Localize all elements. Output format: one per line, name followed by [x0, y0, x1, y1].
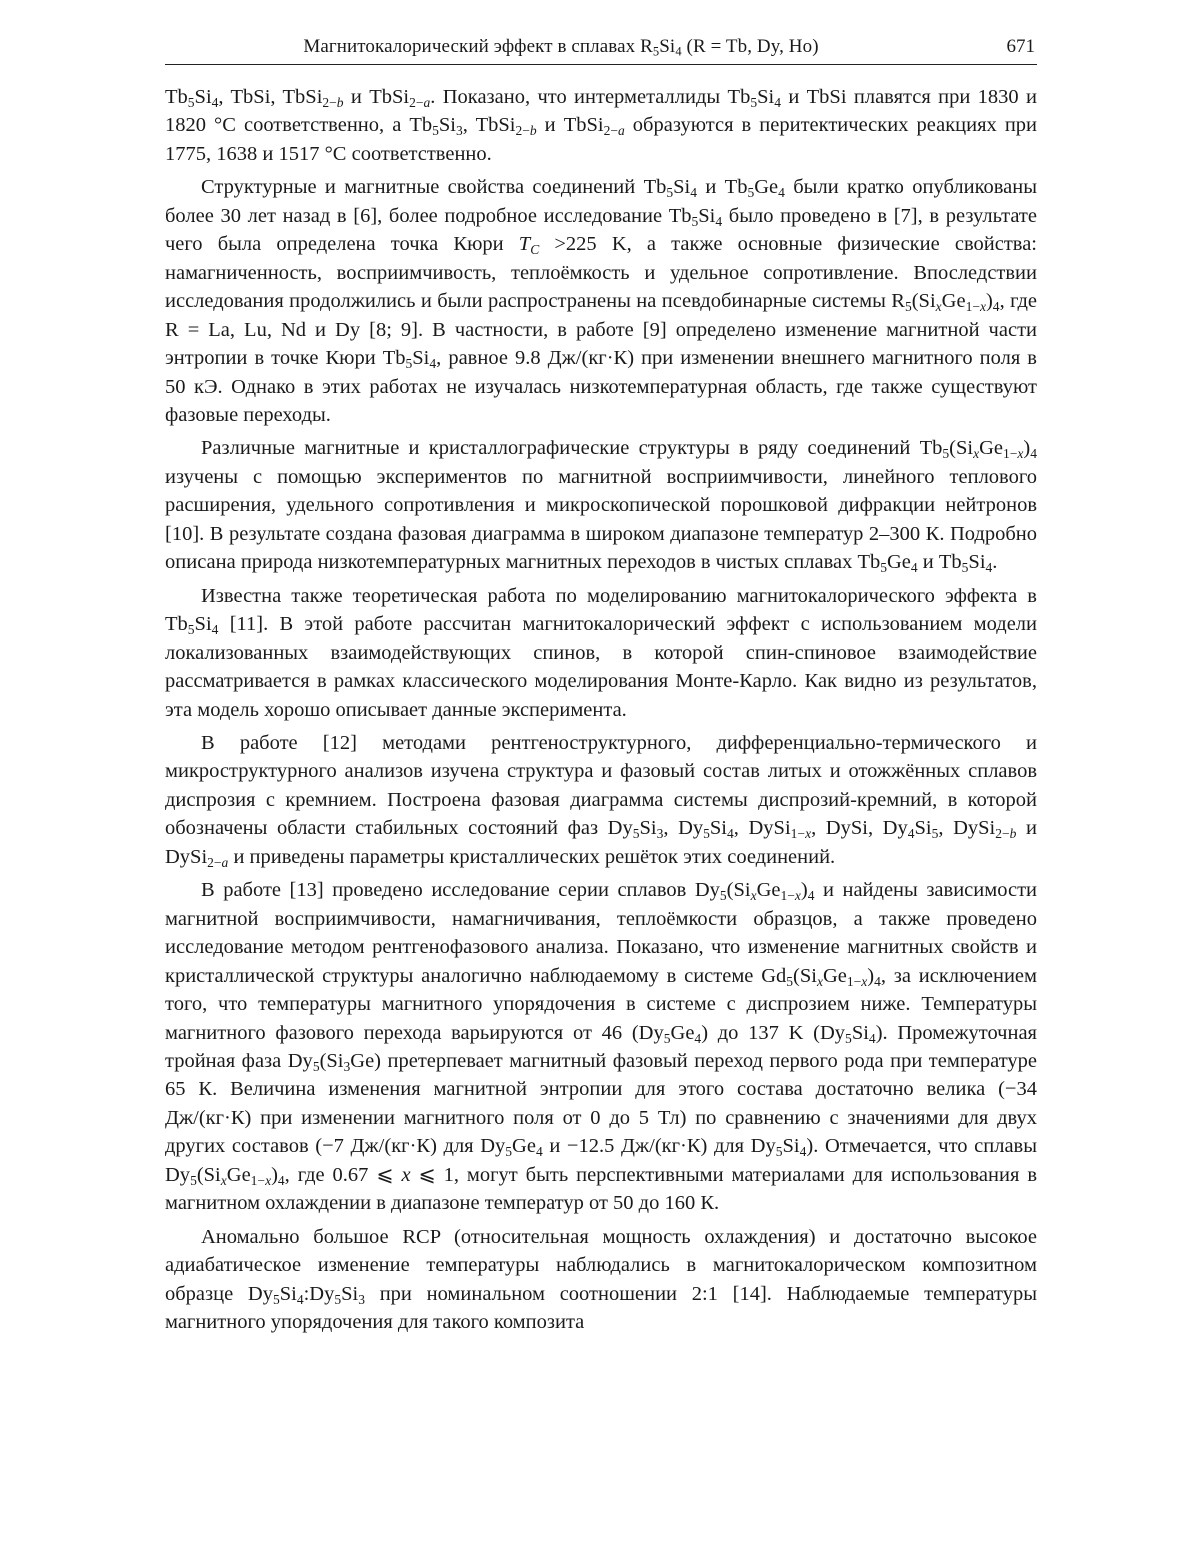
- running-title: Магнитокалорический эффект в сплавах $R_5Si_4$ (R = Tb, Dy, Ho): [303, 36, 819, 59]
- running-head: [165, 30, 1037, 65]
- paragraph-4: Известна также теоретическая работа по моделированию магнитокалорического эффекта в $Tb_5Si_4$ [11]. В этой работе рассчитан магнитокалорический эффект с использованием модели локализованных взаимодействующих спинов, в которой спин-спиновое взаимодействие рассматривается в рамках классического моделирования Монте-Карло. Как видно из результатов, эта модель хорошо описывает данные эксперимента.: [165, 584, 1037, 721]
- paragraph-2: Структурные и магнитные свойства соединений $Tb_5Si_4$ и $Tb_5Ge_4$ были кратко опубликованы более 30 лет назад в [6], более подробное исследование $Tb_5Si_4$ было проведено в [7], в результате чего была определена точка Кюри $T_C >225$ K, а также основные физические свойства: намагниченность, восприимчивость, теплоёмкость и удельное сопротивление. Впоследствии исследования продолжились и были распространены на псевдобинарные системы $R_5(Si_xGe_{1-x})_4$, где R = La, Lu, Nd и Dy [8; 9]. В частности, в работе [9] определено изменение магнитной части энтропии в точке Кюри $Tb_5Si_4$, равное 9.8 Дж/(кг·К) при изменении внешнего магнитного поля в 50 кЭ. Однако в этих работах не изучалась низкотемпературная область, где также существуют фазовые переходы.: [165, 176, 1038, 426]
- paragraph-5: В работе [12] методами рентгеноструктурного, дифференциально-термического и микроструктурного анализов изучена структура и фазовый состав литых и отожжённых сплавов диспрозия с кремнием. Построена фазовая диаграмма системы диспрозий-кремний, в которой обозначены области стабильных состояний фаз $Dy_5Si_3$, $Dy_5Si_4$, DySi$_{1-x}$, DySi, $Dy_4Si_5$, DySi$_{2-b}$ и DySi$_{2-a}$ и приведены параметры кристаллических решёток этих соединений.: [165, 731, 1037, 870]
- paragraph-7: Аномально большое RCP (относительная мощность охлаждения) и достаточно высокое адиабатическое изменение температуры наблюдались в магнитокалорическом композитном образце $Dy_5Si_4:Dy_5Si_3$ при номинальном соотношении 2:1 [14]. Наблюдаемые температуры магнитного упорядочения для такого композита: [165, 1225, 1037, 1334]
- journal-page: [165, 30, 1037, 1341]
- page-number: 671: [1006, 36, 1035, 57]
- paragraph-6: В работе [13] проведено исследование серии сплавов $Dy_5(Si_xGe_{1-x})_4$ и найдены зависимости магнитной восприимчивости, намагничивания, теплоёмкости образцов, а также проведено исследование методом рентгенофазового анализа. Показано, что изменение магнитных свойств и кристаллической структуры аналогично наблюдаемому в системе $Gd_5(Si_xGe_{1-x})_4$, за исключением того, что температуры магнитного упорядочения в системе с диспрозием ниже. Температуры магнитного фазового перехода варьируются от 46 $(Dy_5Ge_4)$ до 137 K $(Dy_5Si_4)$. Промежуточная тройная фаза $Dy_5(Si_3Ge)$ претерпевает магнитный фазовый переход первого рода при температуре 65 К. Величина изменения магнитной энтропии для этого состава достаточно велика (−34 Дж/(кг·К) при изменении магнитного поля от 0 до 5 Тл) по сравнению с значениями для двух других составов (−7 Дж/(кг·К) для $Dy_5Ge_4$ и −12.5 Дж/(кг·К) для $Dy_5Si_4$). Отмечается, что сплавы $Dy_5(Si_xGe_{1-x})_4$, где 0.67 ⩽ x ⩽ 1, могут быть перспективными материалами для использования в магнитном охлаждении в диапазоне температур от 50 до 160 К.: [165, 879, 1038, 1215]
- paragraph-1: $Tb_5Si_4$, TbSi, TbSi$_{2-b}$ и TbSi$_{2-a}$. Показано, что интерметаллиды $Tb_5Si_4$ и TbSi плавятся при 1830 и 1820 °C соответственно, а $Tb_5Si_3$, TbSi$_{2-b}$ и TbSi$_{2-a}$ образуются в перитектических реакциях при 1775, 1638 и 1517 °C соответственно.: [165, 86, 1038, 165]
- article-body: [165, 83, 1037, 1336]
- paragraph-3: Различные магнитные и кристаллографические структуры в ряду соединений $Tb_5(Si_xGe_{1-x})_4$ изучены с помощью экспериментов по магнитной восприимчивости, линейного теплового расширения, удельного сопротивления и микроскопической порошковой дифракции нейтронов [10]. В результате создана фазовая диаграмма в широком диапазоне температур 2–300 К. Подробно описана природа низкотемпературных магнитных переходов в чистых сплавах $Tb_5Ge_4$ и $Tb_5Si_4$.: [165, 437, 1037, 576]
